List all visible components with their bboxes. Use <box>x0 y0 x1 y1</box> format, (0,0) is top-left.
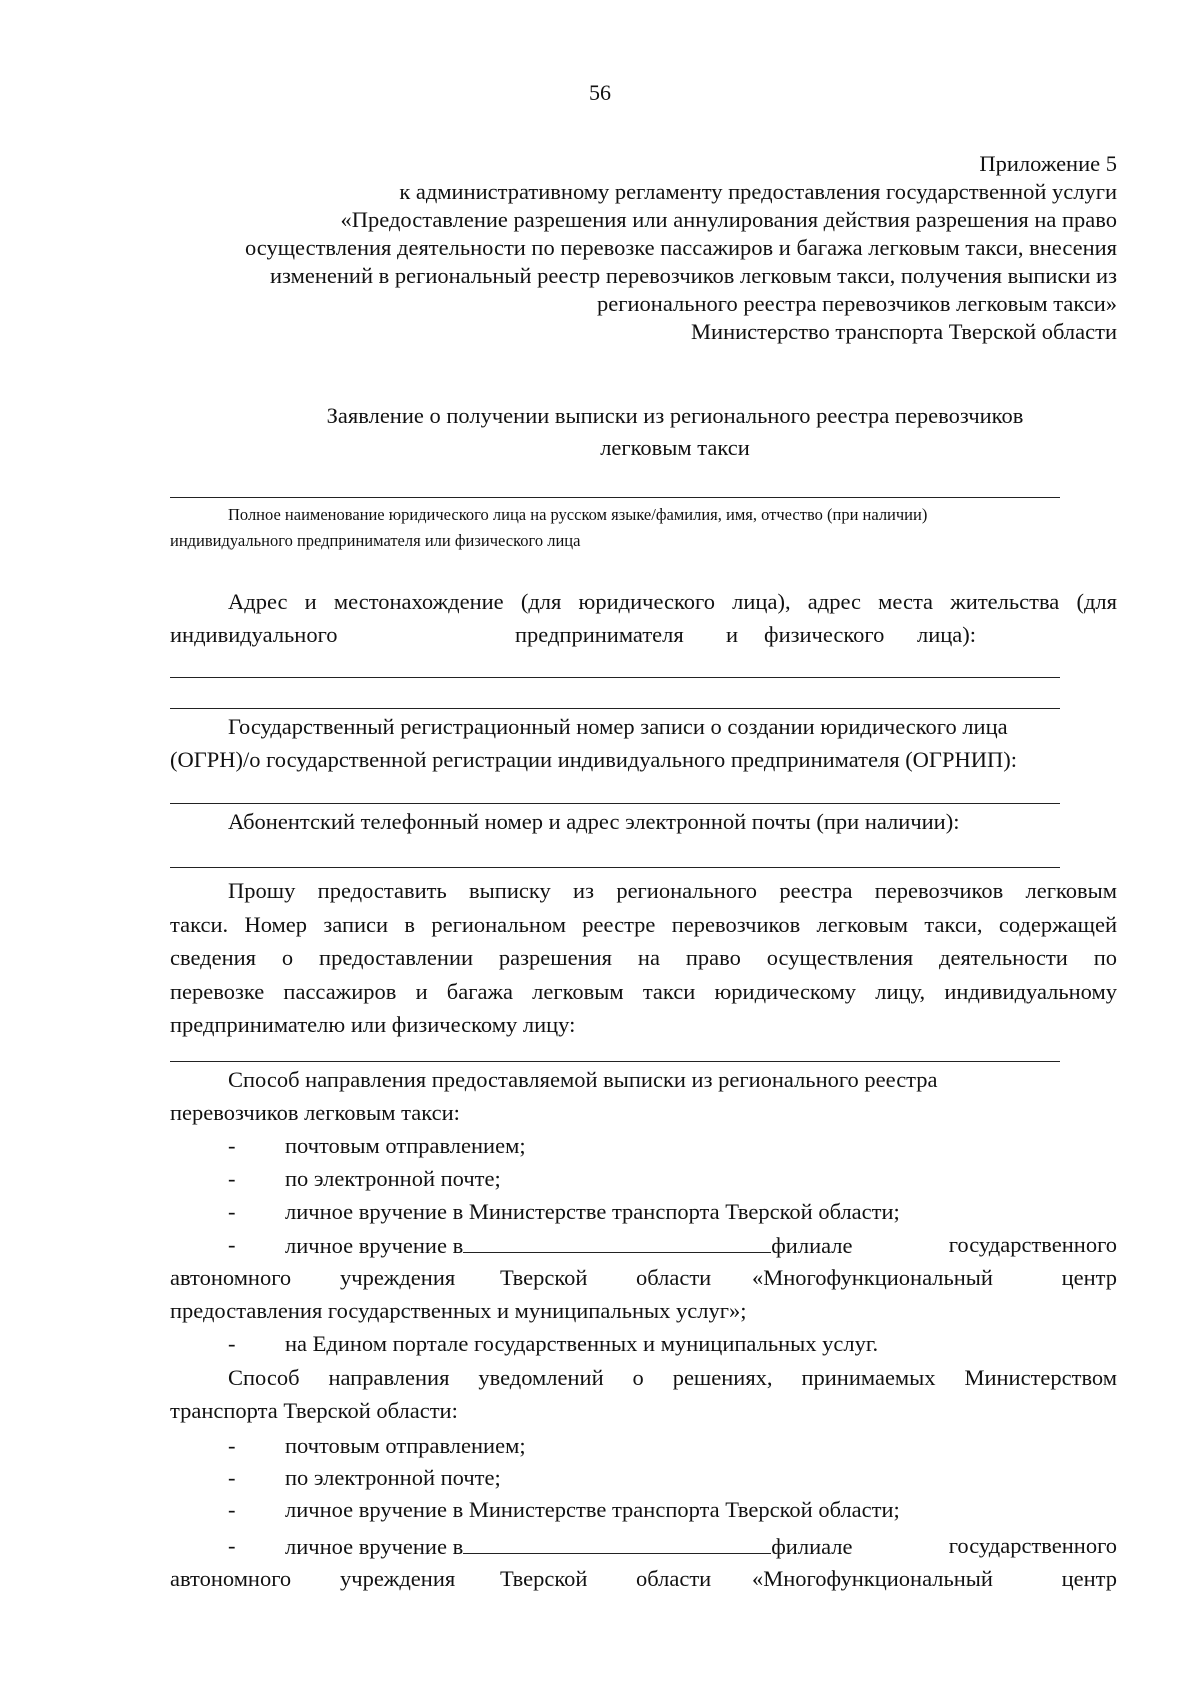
appendix-line: регионального реестра перевозчиков легковым такси» <box>597 291 1117 316</box>
appendix-line: изменений в региональный реестр перевозчиков легковым такси, получения выписки из <box>270 263 1117 288</box>
mfc-branch-field[interactable] <box>463 1232 771 1253</box>
extract-method-label-line1: Способ направления предоставляемой выписки из регионального реестра <box>228 1067 938 1092</box>
ogrn-field-line[interactable] <box>170 803 1060 804</box>
registry-number-field-line[interactable] <box>170 1061 1060 1062</box>
appendix-block <box>117 150 1117 346</box>
notify-method-label-line2: транспорта Тверской области: <box>170 1398 458 1423</box>
contact-label: Абонентский телефонный номер и адрес электронной почты (при наличии): <box>228 809 960 834</box>
document-page: 56 Приложение 5 к административному регламенту предоставления государственной услуги «Предоставление разрешения или аннулирования действия разрешения на право осуществления деятельности по перевозке пассажиров и багажа легковым такси, внесения изменений в региональный реестр перевозчиков легковым такси, получения выписки из регионального реестра перевозчиков легковым такси» Министерство транспорта Тверской области Заявление о получении выписки из регионального реестра перевозчиков легковым такси Полное наименование юридического лица на русском языке/фамилия, имя, отчество (при наличии) индивидуального предпринимателя или физического лица Адрес и местонахождение (для юридического лица), адрес места жительства (для индивидуального предпринимателя и физического лица): Государственный регистрационный номер записи о создании юридического лица (ОГРН)/о государственной регистрации индивидуального предпринимателя (ОГРНИП): Абонентский телефонный номер и адрес электронной почты (при наличии): Прошу предоставить выписку из регионального реестра перевозчиков легковым такси. Номер записи в региональном реестре перевозчиков легковым такси, содержащей сведения о предоставлении разрешения на право осуществления деятельности по перевозке пассажиров и багажа легковым такси юридическому лицу, индивидуальному предпринимателю или физическому лицу: Способ направления предоставляемой выписки из регионального реестра перевозчиков легковым такси: - почтовым отправлением; - по электронной почте; - личное вручение в Министерстве транспорта Тверской области; - личное вручение в филиале государственного автономного учреждения Тверской области «Многофункциональный центр предоставления государственных и муниципальных услуг»; - на Едином портале государственных и муниципальных услуг. Способ направления уведомлений о решениях, принимаемых Министерством транспорта Тверской области: - почтовым отправлением; - по электронной почте; - личное вручение в Министерстве транспорта Тверской области; - личное вручение в филиале государственного автономного учреждения Тверской области «Многофункциональный центр <box>0 0 1200 1701</box>
ogrn-label-line2: (ОГРН)/о государственной регистрации индивидуального предпринимателя (ОГРНИП): <box>170 747 1017 772</box>
address-field-line-1[interactable] <box>170 677 1060 678</box>
address-label-line2: индивидуального предпринимателя и физического лица): <box>170 622 977 647</box>
address-label-line1: Адрес и местонахождение (для юридического лица), адрес места жительства (для <box>228 589 1117 614</box>
heading-line: легковым такси <box>600 435 750 460</box>
heading-line: Заявление о получении выписки из регионального реестра перевозчиков <box>326 403 1024 428</box>
appendix-line: Министерство транспорта Тверской области <box>691 319 1117 344</box>
ogrn-label-line1: Государственный регистрационный номер записи о создании юридического лица <box>228 714 1008 739</box>
applicant-name-caption: Полное наименование юридического лица на русском языке/фамилия, имя, отчество (при наличии) индивидуального предпринимателя или физического лица <box>170 505 928 550</box>
extract-mfc-line3: предоставления государственных и муниципальных услуг»; <box>170 1298 747 1323</box>
address-field-line-2[interactable] <box>170 708 1060 709</box>
request-paragraph: Прошу предоставить выписку из регионального реестра перевозчиков легковым такси. Номер записи в региональном реестре перевозчиков легковым такси, содержащей сведения о предоставлении разрешения на право осуществления деятельности по перевозке пассажиров и багажа легковым такси юридическому лицу, индивидуальному предпринимателю или физическому лицу: <box>170 878 1117 1037</box>
applicant-name-field-line[interactable] <box>170 497 1060 498</box>
notify-mfc-branch-field[interactable] <box>463 1533 771 1554</box>
appendix-line: к административному регламенту предоставления государственной услуги <box>399 179 1117 204</box>
appendix-line: «Предоставление разрешения или аннулирования действия разрешения на право <box>340 207 1117 232</box>
appendix-title: Приложение 5 <box>979 151 1117 176</box>
document-heading <box>200 400 1150 464</box>
notify-method-label-line1: Способ направления уведомлений о решениях, принимаемых Министерством <box>228 1365 1117 1390</box>
page-number: 56 <box>589 80 611 105</box>
contact-field-line[interactable] <box>170 867 1060 868</box>
extract-method-label-line2: перевозчиков легковым такси: <box>170 1100 460 1125</box>
appendix-line: осуществления деятельности по перевозке пассажиров и багажа легковым такси, внесения <box>244 235 1117 260</box>
